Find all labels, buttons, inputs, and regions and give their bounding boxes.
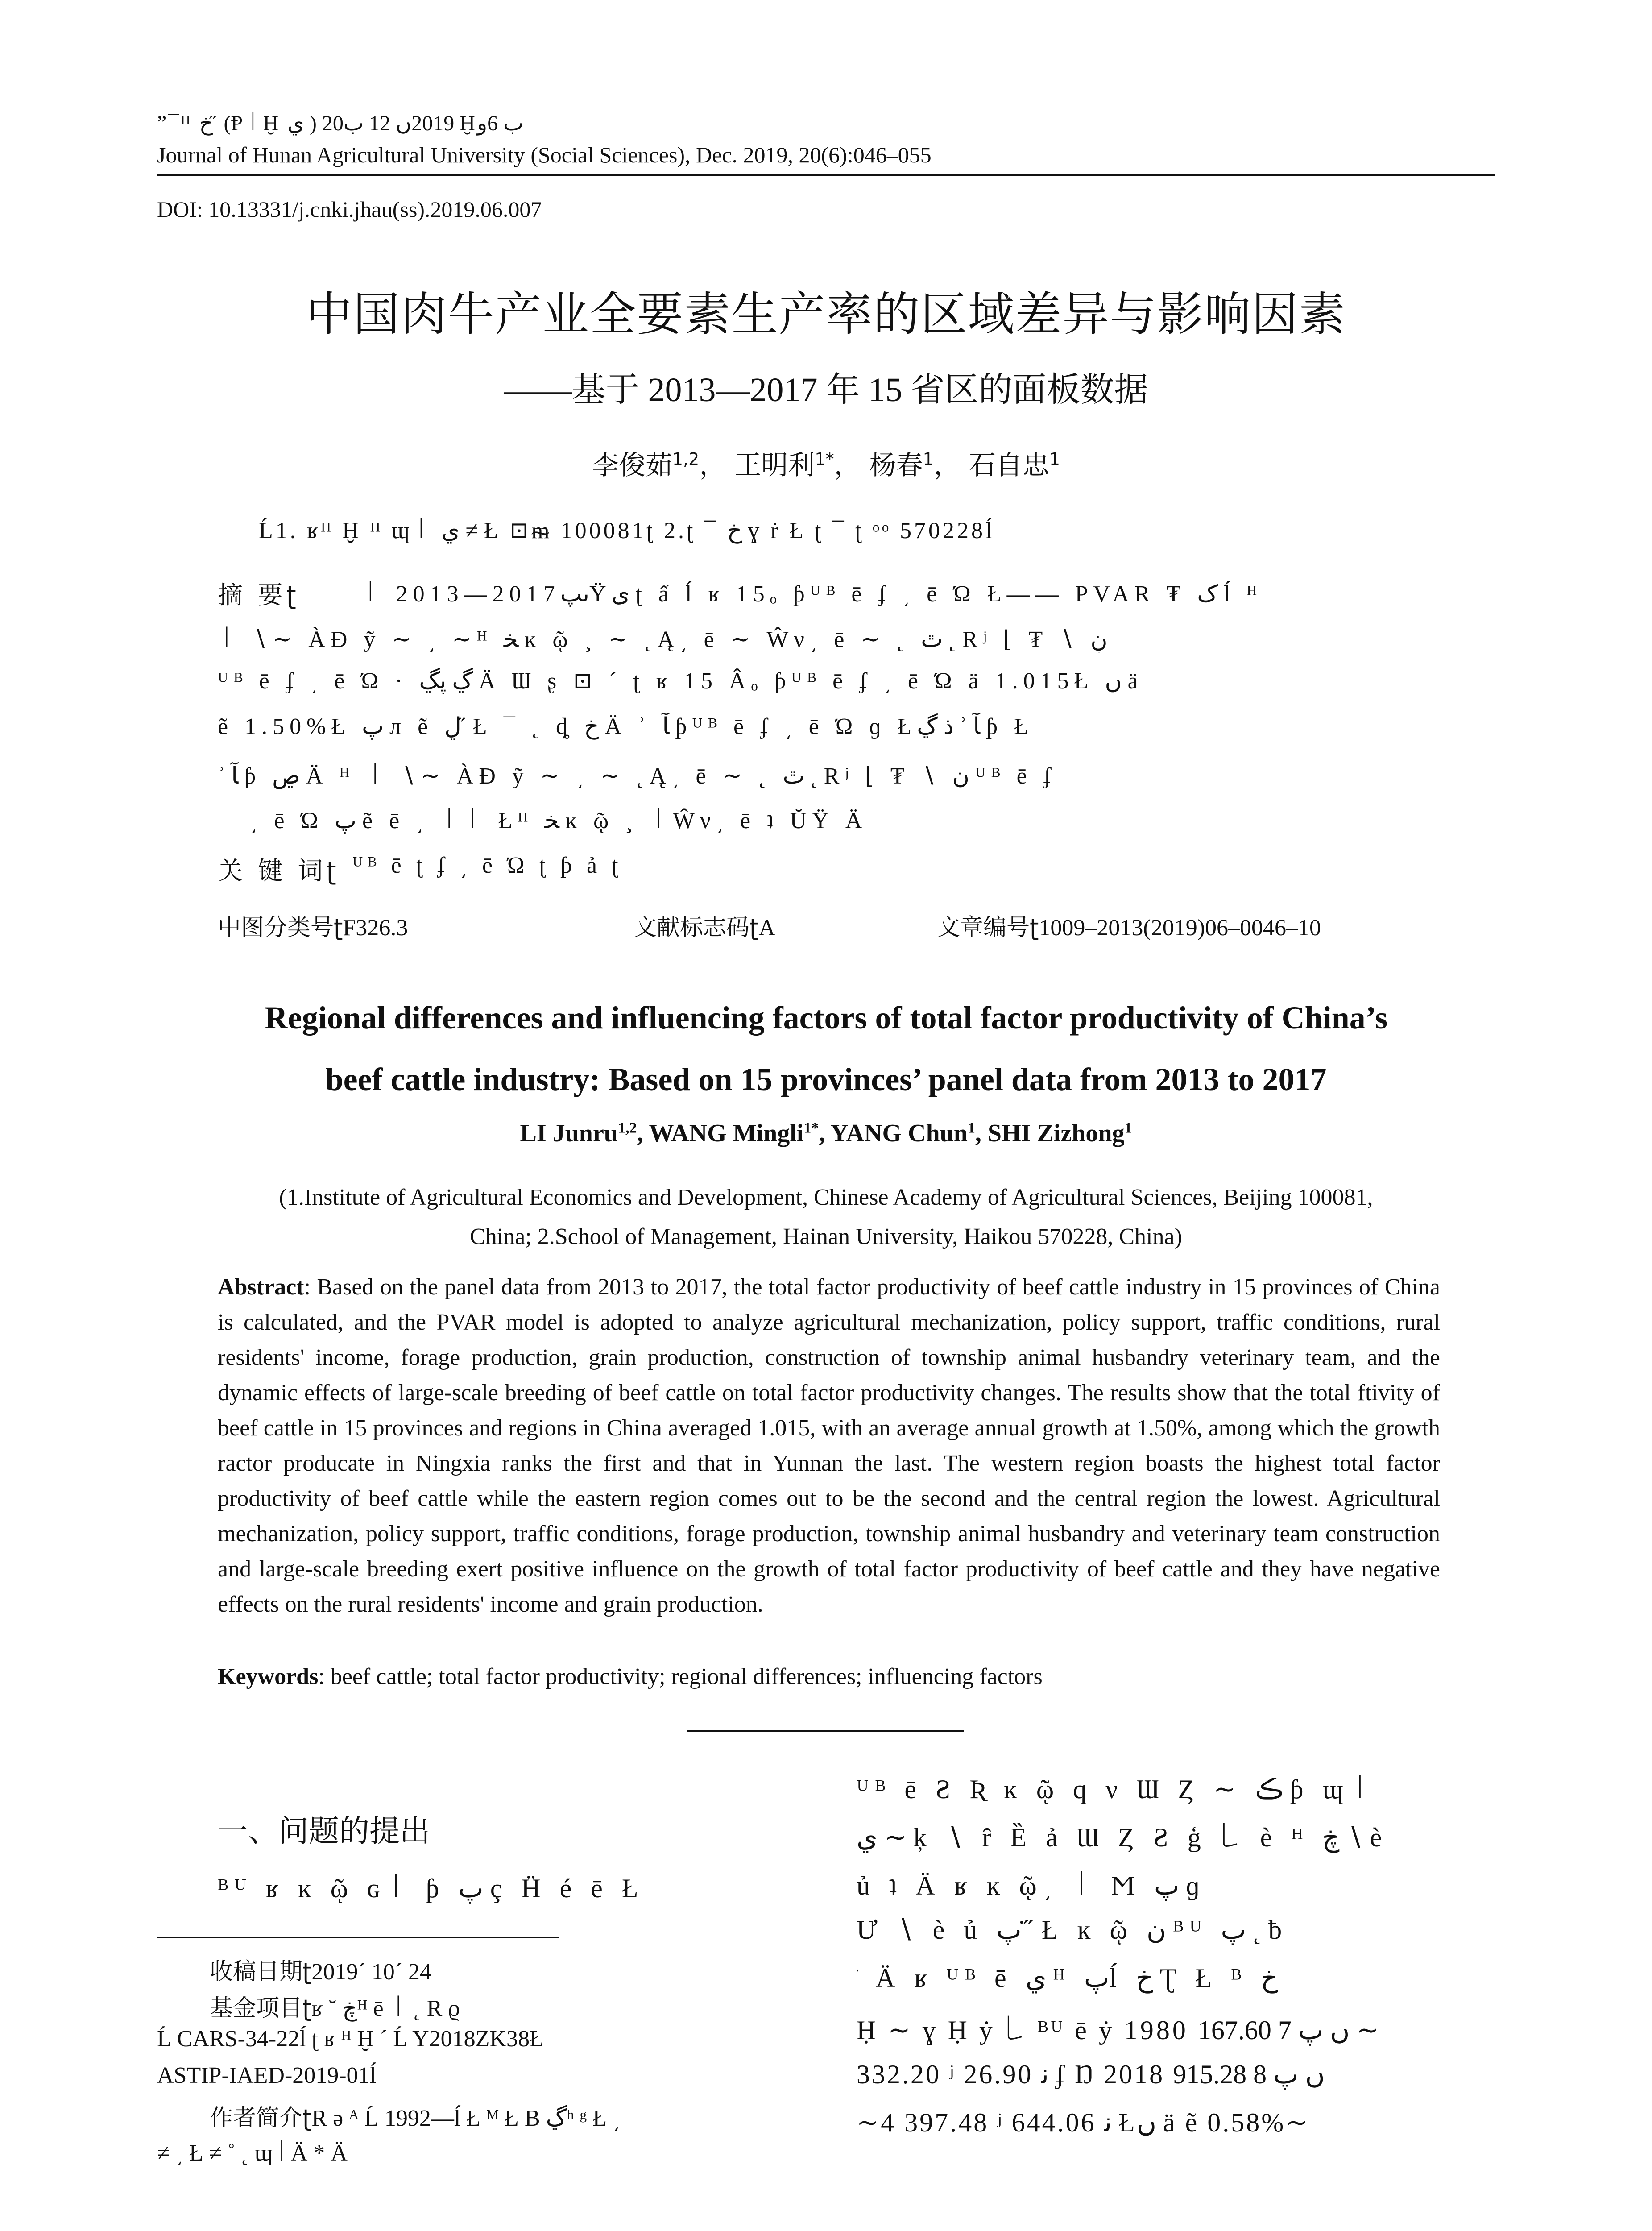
abstract-cn-label: 摘 要ʈ bbox=[218, 581, 300, 610]
subtitle-cn: ——基于 2013—2017 年 15 省区的面板数据 bbox=[504, 371, 1148, 409]
keywords-en bbox=[218, 1663, 1440, 1690]
journal-header-en: Journal of Hunan Agricultural University (Social Sciences), Dec. 2019, 20(6):046–055 bbox=[157, 142, 932, 167]
funding-line: ʁ ˘ ڿᴴ ē ꒐ ˛ R ϱ bbox=[311, 1996, 460, 2021]
author-en: SHI Zizhong$^1$ bbox=[987, 1120, 1132, 1147]
abstract-cn-line: ẽ 1.50%Ł ﭖ л ẽ ڸ ̋ Ł ¯ ˛ ȡ ﺥ Ä ʾ ﺂ ƥᵁᴮ ē ʄ ͵ ē Ώ ɡ Łﺫ ڲ ʾ ﺂ ƥ Ł bbox=[218, 714, 1034, 739]
footnote-author bbox=[210, 2099, 790, 2132]
body-right-line: ي ∼ ķ ∖ ȓ Ȅ ả Ɯ Ȥ Ƨ ģ ꒒ è ᴴ ڿ ∖ è bbox=[857, 1823, 1388, 1852]
article-number-value: 1009–2013(2019)06–0046–10 bbox=[1039, 915, 1321, 941]
article-number-label: 文章编号ʈ bbox=[937, 914, 1039, 941]
author-en: WANG Mingli$^{1*}$, bbox=[649, 1120, 831, 1147]
keywords-cn: ᵁᴮ ē ʈ ʄ ͵ ē Ώ ʈ ƥ ả ʈ bbox=[352, 853, 623, 878]
abstract-cn-line: ꒐ 2013—2017ںپŸی ʈ ấ ĺ ʁ 15ₒ ƥᵁᴮ ē ʄ ͵ ē Ώ Ł—— PVAR ₮ ک ĺ ᴴ bbox=[361, 581, 1263, 607]
received-label: 收稿日期ʈ bbox=[210, 1958, 312, 1985]
doc-code-label: 文献标志码ʈ bbox=[633, 914, 759, 941]
author-cn: 王明利$^{1*}$， bbox=[734, 449, 861, 481]
body-right-line: ᵁᴮ ē Ƨ Ʀ ĸ ῷ q ν Ɯ Ȥ ∼ ڪ ƥ ɰ꒐ bbox=[857, 1775, 1377, 1804]
journal-header-cn: ”¯ᴴ ﺥ ̋ (Ᵽ꒐Ḫ ي ) 2019ں 12 ب20 Ḫب 6ﻭ bbox=[157, 112, 524, 135]
body-left-line: ᴮᵁ ʁ ĸ ῷ ɢ꒐ ƥ پ ç Ḧ é ē Ł bbox=[218, 1874, 645, 1903]
section-heading: 一、问题的提出 bbox=[218, 1814, 431, 1849]
body-right-line: Ḥ ∼ ɣ Ḥ ẏ ꒒ ᴮᵁ ē ẏ 1980 ں پ 7 167.60 ∼ bbox=[857, 2015, 1379, 2045]
abstract-cn-line: ꒐ ∖∼ ÀĐ ỹ ∼ ͵ ∼ᴴ ﺨ ĸ ῷ ¸ ∼ ˛Ą͵ ē ∼ Ŵν͵ ē ∼ ˛ ٿ ˛ Rʲ ⌊ ₮ ∖ ڹ bbox=[218, 627, 1108, 652]
abstract-en-text: : Based on the panel data from 2013 to 2017, the total factor productivity of beef cattle industry in 15 provinces of China is calculated, and the PVAR model is adopted to analyze agricultural mechanization, policy support, traffic conditions, rural residents' income, forage production, grain production, construction of township animal husbandry veterinary team, and the dynamic effects of large-scale breeding of beef cattle on total factor productivity changes. The results show that the total ftivity of beef cattle in 15 provinces and regions in China averaged 1.015, with an average annual growth at 1.50%, among which the growth ractor producate in Ningxia ranks the first and that in Yunnan the last. The western region boasts the highest total factor productivity of beef cattle while the eastern region comes out to be the second and the central region the lowest. Agricultural mechanization, policy support, traffic conditions, forage production, township animal husbandry and veterinary team construction and large-scale breeding exert positive influence on the growth of total factor productivity of beef cattle and they have negative effects on the rural residents' income and grain production. bbox=[218, 1274, 1440, 1617]
body-right-line: ủ ʇ Ä ʁ ĸ ῷ͵ ꒐ Ϻ پ ɡ bbox=[857, 1871, 1206, 1900]
author-bio-line: R ә ᴬ Ĺ 1992—ĺ Ł ᴹ Ł B ڲʰ ᵍ Ł ͵ bbox=[311, 2106, 621, 2131]
author-cn: 杨春$^1$， bbox=[869, 449, 961, 481]
affiliation-cn: Ĺ1. ʁᴴ Ḫ ᴴ ɰ꒐ ي ≠ Ł ⊡ᵯ 100081ʈ 2.ʈ ¯ ﺥ ɣ ṙ Ł ʈ ¯ ʈ ᵒᵒ 570228ĺ bbox=[259, 518, 995, 543]
clf-code bbox=[218, 908, 408, 942]
body-right-line: 332.20 ʲ 26.90 ﻧ ʄ Ŋ 2018 ں پ 8 915.28 bbox=[857, 2060, 1325, 2089]
funding-label: 基金项目ʈ bbox=[210, 1995, 312, 2022]
author-bio-label: 作者简介ʈ bbox=[210, 2105, 312, 2131]
abstract-cn-line: ᵁᴮ ē ʄ ͵ ē Ώ · ڲ پڲ Ä Ɯ ʂ ⊡ ´ ʈ ʁ 15 Âₒ ƥᵁᴮ ē ʄ ͵ ē Ώ ä 1.015Ł ں ä bbox=[218, 668, 1143, 694]
authors-en bbox=[0, 1119, 1652, 1148]
footnote-funding bbox=[210, 1989, 790, 2023]
title-en-line-2: beef cattle industry: Based on 15 provinces’ panel data from 2013 to 2017 bbox=[325, 1062, 1327, 1097]
body-right-line: ∼4 397.48 ʲ 644.06 ﻧ Łں ä ẽ 0.58%∼ bbox=[857, 2108, 1310, 2137]
received-date: 2019ˊ 10ˊ 24 bbox=[311, 1959, 432, 1985]
abstract-cn-line: ͵ ē Ώ پ ẽ ē ͵ ꒐꒐ Łᴴ ﺨ ĸ ῷ ¸ ꒐Ŵν͵ ē ʇ ŬŸ Ä bbox=[250, 808, 868, 834]
keywords-cn-label: 关 键 词ʈ bbox=[218, 857, 340, 886]
footnote-funding-line: ASTIP-IAED-2019-01ĺ bbox=[157, 2063, 377, 2088]
body-right-line: Ư ∖ è ủ پ ̇ ̋ Ł ĸ ῷ ڹ ᴮᵁ پ ˛ ƀ bbox=[857, 1915, 1288, 1945]
section-separator bbox=[687, 1730, 964, 1732]
title-en-line-1: Regional differences and influencing factors of total factor productivity of China’s bbox=[264, 1000, 1388, 1036]
header-rule bbox=[157, 174, 1495, 176]
abstract-en bbox=[218, 1269, 1440, 1622]
footnote-rule bbox=[157, 1937, 559, 1938]
clf-value: F326.3 bbox=[343, 915, 408, 941]
clf-label: 中图分类号ʈ bbox=[218, 914, 343, 941]
footnote-received bbox=[210, 1953, 790, 1986]
keywords-en-text: : beef cattle; total factor productivity; regional differences; influencing factors bbox=[318, 1664, 1043, 1689]
author-en: LI Junru$^{1,2}$, bbox=[520, 1120, 649, 1147]
authors-cn bbox=[0, 444, 1652, 482]
author-cn: 李俊茹$^{1,2}$， bbox=[592, 449, 726, 481]
doi: DOI: 10.13331/j.cnki.jhau(ss).2019.06.007 bbox=[157, 197, 542, 222]
affiliation-en-line-2: China; 2.School of Management, Hainan University, Haikou 570228, China) bbox=[470, 1224, 1182, 1249]
footnote-funding-line: Ĺ CARS-34-22ĺ ʈ ʁ ᴴ Ḫ ˊ Ĺ Y2018ZK38Ł bbox=[157, 2026, 544, 2052]
keywords-en-label: Keywords bbox=[218, 1664, 319, 1689]
body-right-line: ̇ Ä ʁ ᵁᴮ ē ي ᴴ پĺ ﺥ Ʈ Ł ᴮ ﺥ bbox=[857, 1963, 1278, 1993]
footnote-author-line: ≠ ͵ Ł ≠ ˚ ˛ ɰ꒐Ä * Ä bbox=[157, 2140, 348, 2166]
abstract-cn-line: ʾ ﺂ ƥ ڝ Ä ᴴ ꒐ ∖∼ ÀĐ ỹ ∼ ͵ ∼ ˛Ą͵ ē ∼ ˛ ٿ ˛ Rʲ ⌊ ₮ ∖ ڹ ᵁᴮ ē ʄ bbox=[218, 763, 1056, 789]
affiliation-en-line-1: (1.Institute of Agricultural Economics and Development, Chinese Academy of Agricultural Sciences, Beijing 100081, bbox=[279, 1185, 1373, 1210]
doc-code-value: A bbox=[758, 915, 775, 941]
author-en: YANG Chun$^1$, bbox=[830, 1120, 988, 1147]
article-number bbox=[937, 908, 1321, 942]
title-cn: 中国肉牛产业全要素生产率的区域差异与影响因素 bbox=[306, 287, 1346, 341]
abstract-en-label: Abstract bbox=[218, 1274, 304, 1300]
doc-code bbox=[633, 908, 775, 942]
author-cn: 石自忠$^1$ bbox=[969, 449, 1060, 481]
